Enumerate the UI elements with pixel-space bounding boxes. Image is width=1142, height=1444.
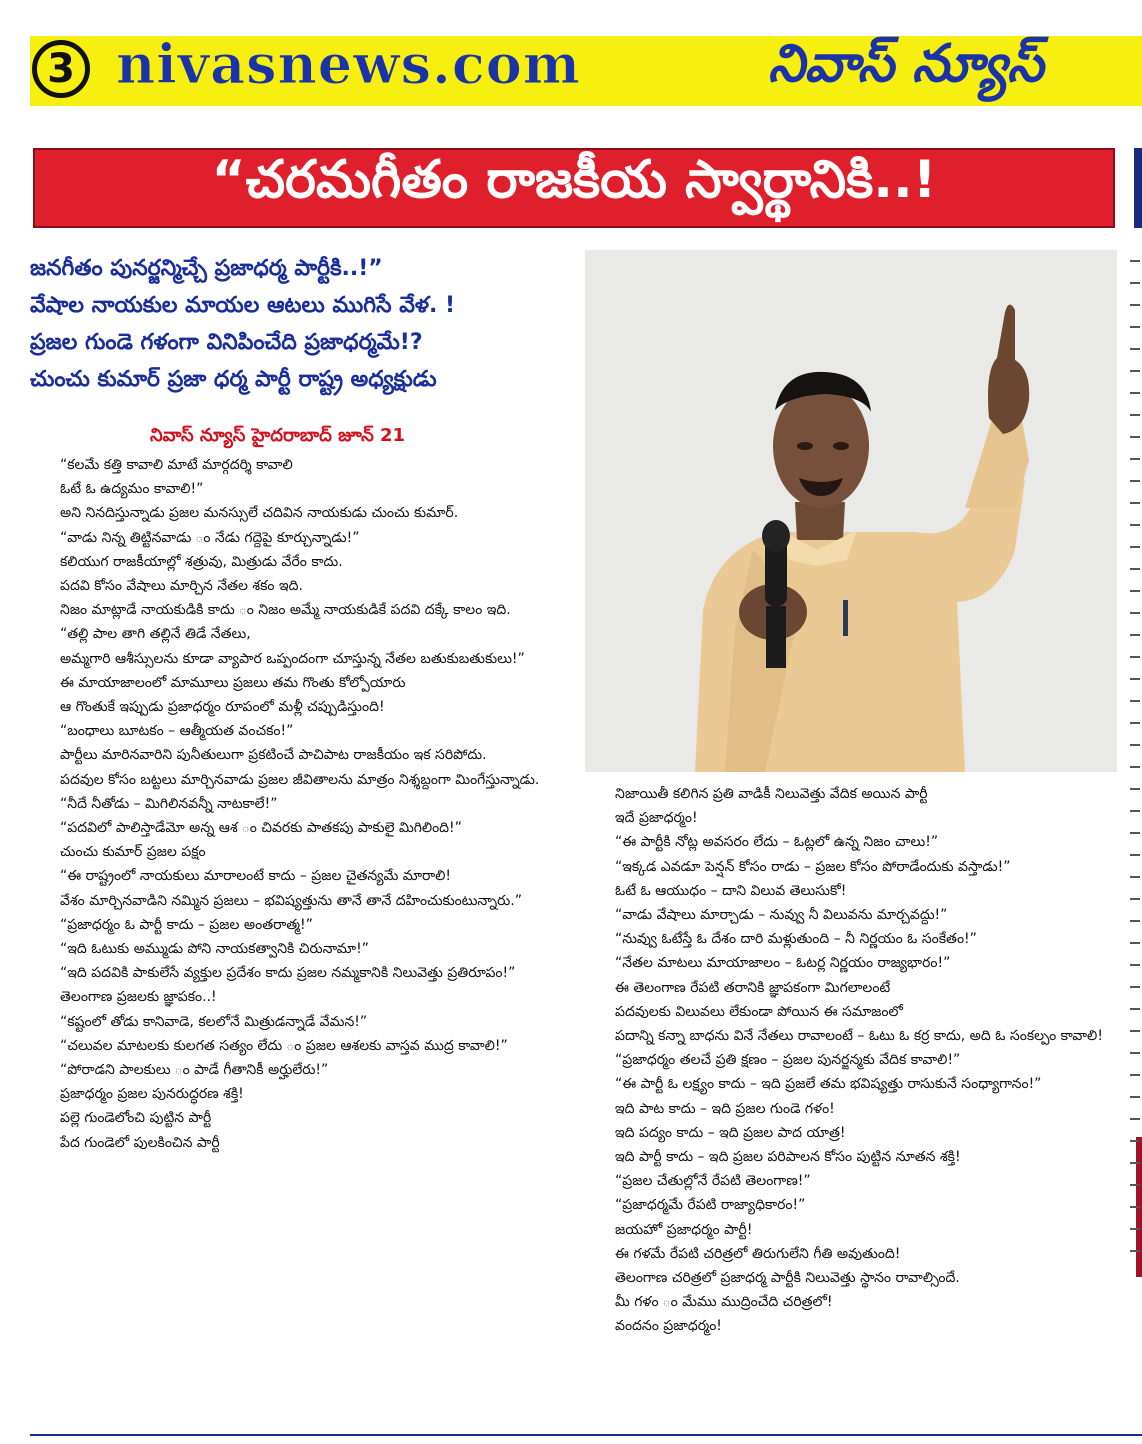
- paragraph: ఆ గొంతుకే ఇప్పుడు ప్రజాధర్మం రూపంలో మళ్లీ చప్పుడిస్తుంది!: [60, 699, 385, 716]
- masthead: [30, 32, 1142, 106]
- paragraph: పల్లె గుండెలోంచి పుట్టిన పార్టీ: [60, 1110, 212, 1127]
- subhead: వేషాల నాయకుల మాయల ఆటలు ముగిసే వేళ. !: [30, 293, 456, 318]
- paragraph: పదాన్ని కన్నా బాధను వినే నేతలు రావాలంటే – ఓటు ఓ కర్ర కాదు, అది ఓ సంకల్పం కావాలి!: [615, 1028, 1103, 1045]
- paragraph: “వాడు నిన్న తిట్టినవాడు ం నేడు గద్దెపై కూర్చున్నాడు!”: [60, 529, 360, 546]
- headline: “చరమగీతం రాజకీయ స్వార్థానికి..!: [211, 150, 937, 210]
- paragraph: పార్టీలు మారినవారిని పునీతులుగా ప్రకటించే పాచిపాట రాజకీయం ఇక సరిపోదు.: [60, 747, 487, 764]
- paragraph: “కష్టంలో తోడు కానివాడె, కలలోనే మిత్రుడన్నాడే వేమన!”: [60, 1013, 368, 1030]
- article-column-left: [30, 453, 565, 1155]
- paragraph: ఓటే ఓ ఆయుధం – దాని విలువ తెలుసుకో!: [615, 882, 847, 899]
- paragraph: “నీదే నీతోడు – మిగిలినవన్నీ నాటకాలే!”: [60, 795, 278, 812]
- paragraph: “ప్రజల చేతుల్లోనే రేపటి తెలంగాణ!”: [615, 1173, 811, 1190]
- article-column-middle: [585, 782, 1117, 1339]
- paragraph: నిజాయితీ కలిగిన ప్రతి వాడికీ నిలువెత్తు వేదిక అయిన పార్టీ: [615, 786, 928, 802]
- paragraph: ప్రజాధర్మం ప్రజల పునరుద్ధరణ శక్తి!: [60, 1086, 244, 1103]
- paragraph: “బంధాలు బూటకం – ఆత్మీయత వంచకం!”: [60, 723, 294, 740]
- paragraph: “వాడు వేషాలు మార్చాడు – నువ్వు నీ విలువను మార్చవద్దు!”: [615, 907, 948, 924]
- subheads: [30, 250, 570, 398]
- paragraph: “ఇది పదవికి పాకులేసే వ్యక్తుల ప్రదేశం కాదు ప్రజల నమ్మకానికి నిలువెత్తు ప్రతిరూపం!”: [60, 965, 516, 982]
- paragraph: “నువ్వు ఓటేస్తే ఓ దేశం దారి మళ్లుతుంది – నీ నిర్ణయం ఓ సంకేతం!”: [615, 931, 977, 948]
- paragraph: ఓటే ఓ ఉద్యమం కావాలి!”: [60, 481, 204, 498]
- paragraph: “తల్లి పాల తాగి తల్లినే తిడే నేతలు,: [60, 626, 251, 643]
- bottom-rule: [30, 1434, 1142, 1436]
- page-number: 3: [32, 40, 90, 98]
- paragraph: “నేతల మాటలు మాయాజాలం – ఓటర్ల నిర్ణయం రాజ్యభారం!”: [615, 955, 951, 972]
- paragraph: తెలంగాణ చరిత్రలో ప్రజాధర్మ పార్టీకి నిలువెత్తు స్థానం రావాల్సిందే.: [615, 1270, 960, 1287]
- paragraph: ఇది పార్టీ కాదు – ఇది ప్రజల పరిపాలన కోసం పుట్టిన నూతన శక్తి!: [615, 1149, 961, 1166]
- adjacent-article-strip: [1134, 148, 1142, 228]
- paragraph: వేశం మార్చినవాడిని నమ్మిన ప్రజలు – భవిష్యత్తును తానే తానే దహించుకుంటున్నారు.”: [60, 892, 522, 909]
- paragraph: అమ్మగారి ఆశీస్సులను కూడా వ్యాపార ఒప్పందంగా చూస్తున్న నేతల బతుకుబతుకులు!”: [60, 650, 525, 667]
- paragraph: ఇదే ప్రజాధర్మం!: [615, 810, 698, 827]
- paragraph: అని నినదిస్తున్నాడు ప్రజల మనస్సులే చదివిన నాయకుడు చుంచు కుమార్.: [60, 505, 459, 522]
- headline-banner: [33, 148, 1115, 228]
- paragraph: పదవి కోసం వేషాలు మార్చిన నేతల శకం ఇది.: [60, 578, 303, 595]
- paragraph: కలియుగ రాజకీయాల్లో శత్రువు, మిత్రుడు వేరేం కాదు.: [60, 553, 343, 570]
- adjacent-article-text-clipped: [1128, 260, 1142, 1380]
- paragraph: “ప్రజాధర్మమే రేపటి రాజ్యాధికారం!”: [615, 1197, 806, 1214]
- paragraph: “ఇక్కడ ఎవడూ పెన్షన్ కోసం రాడు – ప్రజల కోసం పోరాడేందుకు వస్తాడు!”: [615, 858, 1011, 875]
- paragraph: ఇది పాట కాదు – ఇది ప్రజల గుండె గళం!: [615, 1100, 835, 1117]
- paragraph: “ఈ పార్టీ ఓ లక్ష్యం కాదు – ఇది ప్రజలే తమ భవిష్యత్తు రాసుకునే సంధ్యాగానం!”: [615, 1076, 1042, 1093]
- paragraph: “ఈ రాష్ట్రంలో నాయకులు మారాలంటే కాదు – ప్రజల చైతన్యమే మారాలి!: [60, 868, 452, 885]
- paragraph: నిజం మాట్లాడే నాయకుడికి కాదు ం నిజం అమ్మే నాయకుడికే పదవి దక్కే కాలం ఇది.: [60, 602, 511, 619]
- paragraph: ఈ గళమే రేపటి చరిత్రలో తిరుగులేని గీతి అవుతుంది!: [615, 1245, 901, 1262]
- subhead: ప్రజల గుండె గళంగా వినిపించేది ప్రజాధర్మమే!?: [30, 330, 423, 355]
- paragraph: ఈ మాయాజాలంలో మామూలు ప్రజలు తమ గొంతు కోల్పోయారు: [60, 674, 406, 691]
- paragraph: పదవులకు విలువలు లేకుండా పోయిన ఈ సమాజంలో: [615, 1003, 903, 1020]
- paragraph: “ఈ పార్టీకి నోట్ల అవసరం లేదు – ఓట్లలో ఉన్న నిజం చాలు!”: [615, 834, 939, 851]
- paragraph: “పోరాడని పాలకులు ం పాడే గీతానికీ అర్హులేరు!”: [60, 1062, 329, 1079]
- speaker-photo: [585, 250, 1117, 772]
- speaker-illustration: [585, 250, 1117, 772]
- paragraph: పేద గుండెలో పులకించిన పార్టీ: [60, 1134, 220, 1151]
- paragraph: “పదవిలో పాలిస్తాడేమో అన్న ఆశ ం చివరకు పాతకపు పాకులై మిగిలింది!”: [60, 820, 462, 837]
- paragraph: చుంచు కుమార్ ప్రజల పక్షం: [60, 844, 206, 861]
- paragraph: ఇది పద్యం కాదు – ఇది ప్రజల పాద యాత్ర!: [615, 1124, 846, 1141]
- paragraph: జయహో ప్రజాధర్మం పార్టీ!: [615, 1221, 753, 1238]
- subhead: చుంచు కుమార్ ప్రజా ధర్మ పార్టీ రాష్ట్ర అధ్యక్షుడు: [30, 367, 437, 392]
- paragraph: పదవుల కోసం బట్టలు మార్చినవాడు ప్రజల జీవితాలను మాత్రం నిశ్శబ్దంగా మింగేస్తున్నాడు.: [60, 771, 540, 788]
- paragraph: “ప్రజాధర్మం తలచే ప్రతి క్షణం – ప్రజల పునర్జన్మకు వేదిక కావాలి!”: [615, 1052, 961, 1069]
- paragraph: “కలమే కత్తి కావాలి మాటే మార్గదర్శి కావాలి: [60, 457, 293, 473]
- paragraph: “చలువల మాటలకు కులగత సత్యం లేదు ం ప్రజల ఆశలకు వాస్తవ ముద్ర కావాలి!”: [60, 1037, 508, 1054]
- subhead: జనగీతం పునర్జన్మిచ్చే ప్రజాధర్మ పార్టీకి..!”: [30, 256, 383, 281]
- paper-name: నివాస్ న్యూస్: [768, 34, 1044, 94]
- paragraph: ఈ తెలంగాణ రేపటి తరానికి జ్ఞాపకంగా మిగలాలంటే: [615, 979, 891, 996]
- site-name[interactable]: nivasnews.com: [116, 32, 581, 96]
- paragraph: తెలంగాణ ప్రజలకు జ్ఞాపకం..!: [60, 989, 217, 1006]
- paragraph: మీ గళం ం మేము ముద్రించేది చరిత్రలో!: [615, 1294, 833, 1311]
- paragraph: “ఇది ఓటుకు అమ్ముడు పోని నాయకత్వానికి చిరునామా!”: [60, 941, 369, 958]
- paragraph: “ప్రజాధర్మం ఓ పార్టీ కాదు – ప్రజల అంతరాత్మ!”: [60, 916, 313, 933]
- paragraph: వందనం ప్రజాధర్మం!: [615, 1318, 722, 1335]
- dateline: నివాస్ న్యూస్ హైదరాబాద్ జూన్ 21: [150, 425, 406, 446]
